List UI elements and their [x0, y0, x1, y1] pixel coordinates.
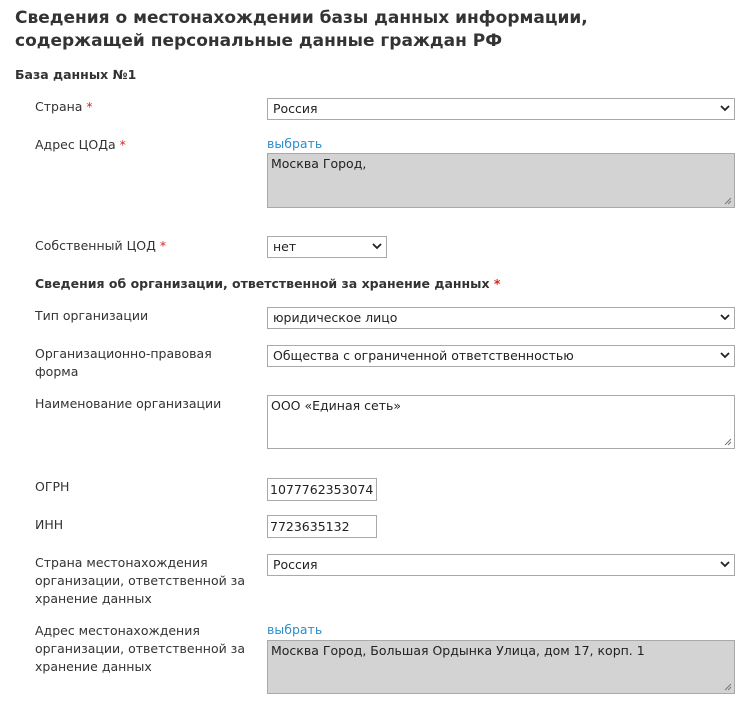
chevron-down-icon [720, 351, 730, 359]
dc-address-value: Москва Город, [271, 156, 367, 171]
resize-grip-icon[interactable] [724, 438, 732, 446]
legal-form-label: Организационно-правовая форма [35, 346, 212, 379]
database-heading: База данных №1 [15, 67, 137, 82]
organization-heading: Сведения об организации, ответственной за хранение данных * [35, 276, 501, 291]
chevron-down-icon [372, 242, 382, 250]
location-country-select-value: Россия [273, 557, 318, 572]
inn-input[interactable]: 7723635132 [267, 515, 377, 538]
own-dc-select-value: нет [273, 239, 297, 254]
chevron-down-icon [720, 560, 730, 568]
legal-form-select[interactable] [267, 345, 735, 367]
required-mark: * [159, 238, 167, 253]
page-title: Сведения о местонахождении базы данных информации, содержащей персональные данные граждан РФ [15, 8, 588, 51]
resize-grip-icon[interactable] [724, 683, 732, 691]
own-dc-label: Собственный ЦОД * [35, 238, 167, 253]
legal-form-select-value: Общества с ограниченной ответственностью [273, 348, 574, 363]
country-select-value: Россия [273, 101, 318, 116]
ogrn-input[interactable]: 1077762353074 [267, 478, 377, 501]
dc-address-choose-link[interactable]: выбрать [267, 136, 323, 151]
country-label: Страна * [35, 99, 93, 114]
chevron-down-icon [720, 313, 730, 321]
location-address-field [267, 640, 735, 694]
country-select[interactable] [267, 98, 735, 120]
org-name-label: Наименование организации [35, 396, 222, 411]
org-type-label: Тип организации [35, 308, 149, 323]
resize-grip-icon[interactable] [724, 197, 732, 205]
chevron-down-icon [720, 104, 730, 112]
dc-address-label: Адрес ЦОДа * [35, 137, 126, 152]
org-type-select[interactable] [267, 307, 735, 329]
org-type-select-value: юридическое лицо [273, 310, 398, 325]
dc-address-field [267, 153, 735, 208]
location-country-label: Страна местонахождения организации, ответственной за хранение данных [35, 555, 245, 606]
required-mark: * [493, 276, 501, 291]
inn-label: ИНН [35, 517, 64, 532]
required-mark: * [86, 99, 93, 114]
location-address-label: Адрес местонахождения организации, ответственной за хранение данных [35, 623, 245, 674]
required-mark: * [119, 137, 126, 152]
org-name-field[interactable] [267, 395, 735, 449]
location-country-select[interactable] [267, 554, 735, 576]
ogrn-label: ОГРН [35, 479, 70, 494]
own-dc-select[interactable] [267, 236, 387, 258]
location-address-value: Москва Город, Большая Ордынка Улица, дом 17, корп. 1 [271, 643, 645, 658]
location-address-choose-link[interactable]: выбрать [267, 622, 323, 637]
org-name-value: ООО «Единая сеть» [271, 398, 401, 413]
